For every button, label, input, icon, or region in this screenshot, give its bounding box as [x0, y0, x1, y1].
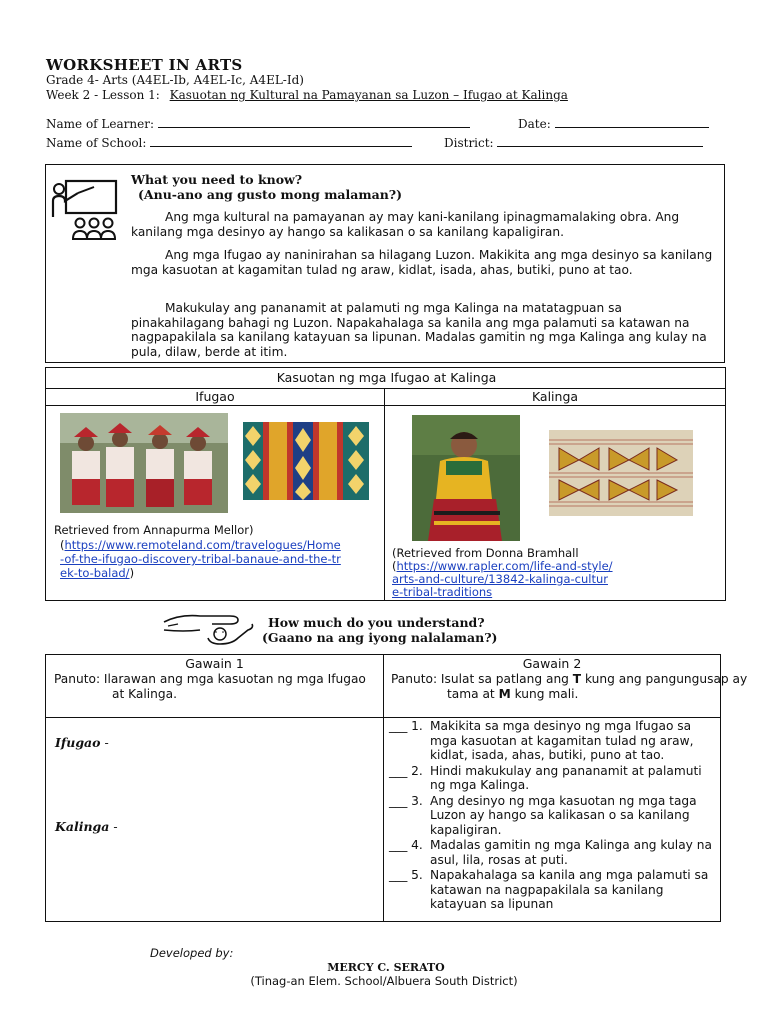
kalinga-link-text: [392, 560, 614, 599]
ifugao-dash: -: [100, 735, 109, 750]
developed-by-label: Developed by:: [150, 946, 234, 960]
district-field: [444, 136, 703, 150]
grade-line: Grade 4- Arts (A4EL-Ib, A4EL-Ic, A4EL-Id): [46, 73, 304, 87]
kalinga-dash: -: [109, 819, 118, 834]
ifugao-link[interactable]: https://www.remoteland.com/travelogues/Home-of-the-ifugao-discovery-tribal-banaue-and-the-trek-to-balad/: [60, 538, 341, 580]
item-text: Makikita sa mga desinyo ng mga Ifugao sa mga kasuotan at kagamitan tulad ng araw, kidlat, isada, ahas, butiki, puno at tao.: [430, 719, 694, 762]
list-item[interactable]: [389, 838, 717, 867]
col-kalinga-header: Kalinga: [531, 389, 579, 404]
ifugao-people-photo: [60, 413, 228, 513]
know-heading: What you need to know?: [131, 172, 303, 187]
gawain-2-title: Gawain 2: [522, 656, 582, 671]
kalinga-link[interactable]: https://www.rapler.com/life-and-style/arts-and-culture/13842-kalinga-culture-tribal-traditions: [392, 559, 613, 599]
col-ifugao-header: Ifugao: [195, 389, 235, 404]
item-number: ___ 3.: [389, 793, 423, 808]
list-item[interactable]: [389, 719, 717, 763]
g2-T: T: [572, 672, 582, 686]
item-number: ___ 5.: [389, 868, 423, 882]
district-input-line[interactable]: [497, 136, 703, 147]
school-input-line[interactable]: [150, 136, 412, 147]
gawain-1-instructions: [54, 672, 376, 701]
item-number: ___ 1.: [389, 719, 423, 733]
costume-table-title: Kasuotan ng mga Ifugao at Kalinga: [276, 370, 497, 385]
ifugao-description-row[interactable]: [55, 735, 109, 750]
ifugao-link-open: (: [60, 538, 65, 552]
gawain-1-title: Gawain 1: [185, 656, 244, 671]
gawain-2-instructions: [391, 672, 768, 701]
know-subheading: (Anu-ano ang gusto mong malaman?): [138, 187, 403, 202]
list-item[interactable]: [389, 764, 717, 793]
ifugao-link-text: [60, 538, 345, 580]
gawain-2-items: [389, 719, 717, 912]
kalinga-woman-photo: [412, 415, 520, 541]
school-field: [46, 136, 412, 150]
learner-field: [46, 117, 470, 131]
kalinga-textile-image: [549, 430, 693, 516]
ifugao-textile-image: [243, 422, 369, 500]
author-school: (Tinag-an Elem. School/Albuera South District): [250, 974, 518, 988]
date-field: [518, 117, 709, 131]
date-label: Date:: [518, 117, 551, 131]
item-number: ___ 4.: [389, 838, 423, 852]
ifugao-link-close: ): [129, 566, 135, 580]
know-paragraph-2: Ang mga Ifugao ay naninirahan sa hilagang Luzon. Makikita ang mga desinyo sa kanilang mga kasuotan at kagamitan tulad ng araw, kidlat, isada, ahas, butiki, puno at tao.: [131, 248, 713, 277]
item-text: Madalas gamitin ng mga Kalinga ang kulay na asul, lila, rosas at puti.: [430, 838, 712, 867]
week-lesson-line: [46, 88, 568, 102]
school-label: Name of School:: [46, 136, 147, 150]
ifugao-label: Ifugao: [55, 735, 101, 750]
kalinga-label: Kalinga: [55, 819, 110, 834]
worksheet-title: WORKSHEET IN ARTS: [46, 56, 243, 74]
activities-table: [45, 654, 748, 922]
kalinga-link-open: (: [392, 559, 397, 573]
learner-label: Name of Learner:: [46, 117, 154, 131]
lesson-title: Kasuotan ng Kultural na Pamayanan sa Luzon – Ifugao at Kalinga: [169, 88, 568, 102]
ifugao-credit: Retrieved from Annapurma Mellor): [54, 523, 254, 537]
list-item[interactable]: [389, 868, 717, 912]
gawain-1-instr-text: Panuto: Ilarawan ang mga kasuotan ng mga Ifugao at Kalinga.: [54, 672, 366, 701]
g2-instr-c: kung mali.: [510, 686, 579, 701]
teacher-board-icon: [50, 175, 120, 247]
kalinga-description-row[interactable]: [55, 819, 118, 834]
item-text: Napakahalaga sa kanila ang mga palamuti sa katawan na nagpapakilala sa kanilang katayuan sa lipunan: [430, 868, 709, 911]
pointing-hand-icon: [160, 600, 260, 648]
list-item[interactable]: [389, 794, 717, 838]
g2-M: M: [498, 686, 511, 701]
g2-instr-a: Panuto: Isulat sa patlang ang: [391, 672, 573, 686]
understand-subheading: (Gaano na ang iyong nalalaman?): [262, 630, 498, 645]
item-number: ___ 2.: [389, 763, 423, 778]
g2-instr-b: kung ang pangungusap ay tama at: [447, 672, 748, 701]
item-text: Ang desinyo ng mga kasuotan ng mga taga Luzon ay hango sa kalikasan o sa kanilang kapaligiran.: [430, 793, 697, 837]
learner-input-line[interactable]: [158, 117, 470, 128]
item-text: Hindi makukulay ang pananamit at palamuti ng mga Kalinga.: [430, 763, 702, 792]
understand-heading: How much do you understand?: [268, 615, 485, 630]
date-input-line[interactable]: [555, 117, 709, 128]
author-name: MERCY C. SERATO: [327, 961, 445, 974]
know-paragraph-3: Makukulay ang pananamit at palamuti ng mga Kalinga na matatagpuan sa pinakahilagang bahagi ng Luzon. Napakahalaga sa kanila ang mga palamuti sa katawan na nagpapakilala sa kanilang katayuan sa lipunan. Madalas gamitin ng mga Kalinga ang kulay na pula, dilaw, berde at itim.: [131, 301, 707, 359]
district-label: District:: [444, 136, 494, 150]
week-prefix: Week 2 - Lesson 1:: [46, 88, 160, 102]
kalinga-credit: (Retrieved from Donna Bramhall: [392, 546, 579, 560]
know-paragraph-1: Ang mga kultural na pamayanan ay may kani-kanilang ipinagmamalaking obra. Ang kanilang mga desinyo ay hango sa kalikasan o sa kanilang kapaligiran.: [131, 210, 680, 239]
costume-table: [45, 367, 726, 601]
